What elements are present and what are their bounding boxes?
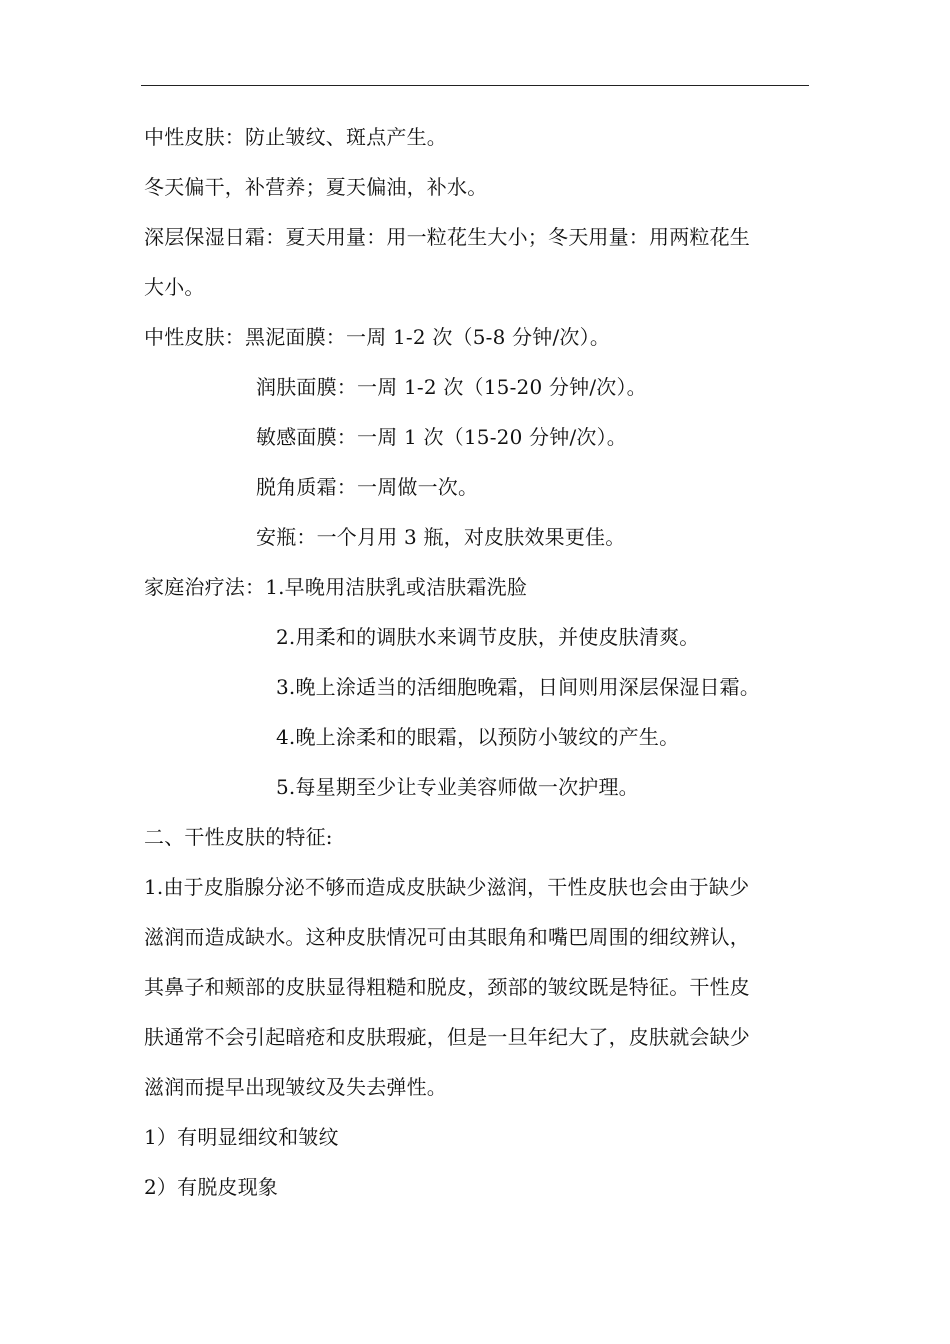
text-line: 3.晚上涂适当的活细胞晚霜，日间则用深层保湿日霜。	[276, 675, 761, 699]
text-line: 滋润而提早出现皱纹及失去弹性。	[144, 1075, 447, 1099]
list-item: 2）有脱皮现象	[144, 1175, 279, 1199]
text-line: 冬天偏干，补营养；夏天偏油，补水。	[144, 175, 488, 199]
text-line: 中性皮肤：黑泥面膜：一周 1-2 次（5-8 分钟/次）。	[144, 325, 611, 349]
text-line: 中性皮肤：防止皱纹、斑点产生。	[144, 125, 447, 149]
section-heading: 二、干性皮肤的特征:	[144, 825, 333, 849]
text-line: 2.用柔和的调肤水来调节皮肤，并使皮肤清爽。	[276, 625, 700, 649]
text-line: 1.由于皮脂腺分泌不够而造成皮肤缺少滋润，干性皮肤也会由于缺少	[144, 875, 750, 899]
list-item: 1）有明显细纹和皱纹	[144, 1125, 339, 1149]
text-line: 家庭治疗法：1.早晚用洁肤乳或洁肤霜洗脸	[144, 575, 528, 599]
text-line: 4.晚上涂柔和的眼霜，以预防小皱纹的产生。	[276, 725, 680, 749]
text-line: 脱角质霜：一周做一次。	[256, 475, 479, 499]
text-line: 其鼻子和颊部的皮肤显得粗糙和脱皮，颈部的皱纹既是特征。干性皮	[144, 975, 750, 999]
text-line: 安瓶：一个月用 3 瓶，对皮肤效果更佳。	[256, 525, 626, 549]
text-line: 敏感面膜：一周 1 次（15-20 分钟/次）。	[256, 425, 627, 449]
text-line: 肤通常不会引起暗疮和皮肤瑕疵，但是一旦年纪大了，皮肤就会缺少	[144, 1025, 750, 1049]
header-rule	[141, 85, 809, 86]
document-body	[144, 112, 812, 1212]
text-line: 5.每星期至少让专业美容师做一次护理。	[276, 775, 639, 799]
text-line: 润肤面膜：一周 1-2 次（15-20 分钟/次）。	[256, 375, 647, 399]
text-line: 深层保湿日霜：夏天用量：用一粒花生大小；冬天用量：用两粒花生	[144, 225, 750, 249]
text-line: 滋润而造成缺水。这种皮肤情况可由其眼角和嘴巴周围的细纹辨认，	[144, 925, 750, 949]
text-line: 大小。	[144, 275, 205, 299]
